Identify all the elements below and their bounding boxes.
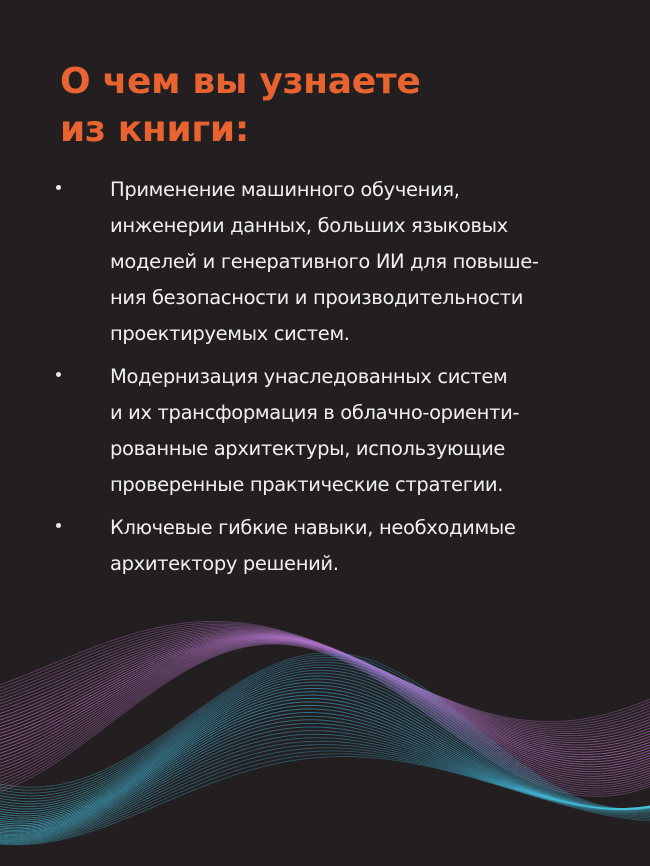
- pink-wave-band: [0, 621, 650, 796]
- wave-decoration: [0, 600, 650, 866]
- bullet-item-modernization: [0, 359, 650, 503]
- bullet-text-line: Ключевые гибкие навыки, необходимые: [110, 516, 516, 539]
- page-title: [60, 58, 421, 154]
- bullet-text-line: инженерии данных, больших языковых: [110, 214, 508, 237]
- wave-lines-graphic: [0, 600, 650, 866]
- cyan-wave-band: [0, 653, 650, 845]
- bullet-text-line: проектируемых систем.: [110, 322, 350, 345]
- bullet-text-line: ния безопасности и производительности: [110, 286, 524, 309]
- title-line-1: О чем вы узнаете: [60, 61, 421, 102]
- wave-line: [0, 644, 650, 795]
- bullet-text-line: Применение машинного обучения,: [110, 178, 460, 201]
- bullet-text-line: проверенные практические стратегии.: [110, 473, 504, 496]
- bullet-list: [0, 172, 650, 589]
- bullet-text-line: моделей и генеративного ИИ для повыше-: [110, 250, 539, 273]
- bullet-text-line: рованные архитектуры, использующие: [110, 437, 506, 460]
- bullet-text-line: Модернизация унаследованных систем: [110, 365, 508, 388]
- bullet-item-soft-skills: [0, 510, 650, 582]
- bullet-text-line: архитектору решений.: [110, 552, 339, 575]
- bullet-dot-icon: [56, 523, 61, 528]
- bullet-item-ml: [0, 172, 650, 352]
- wave-line: [0, 621, 650, 721]
- bullet-dot-icon: [56, 185, 61, 190]
- bullet-dot-icon: [56, 372, 61, 377]
- title-line-2: из книги:: [60, 109, 249, 150]
- bullet-text-line: и их трансформация в облачно-ориенти-: [110, 401, 520, 424]
